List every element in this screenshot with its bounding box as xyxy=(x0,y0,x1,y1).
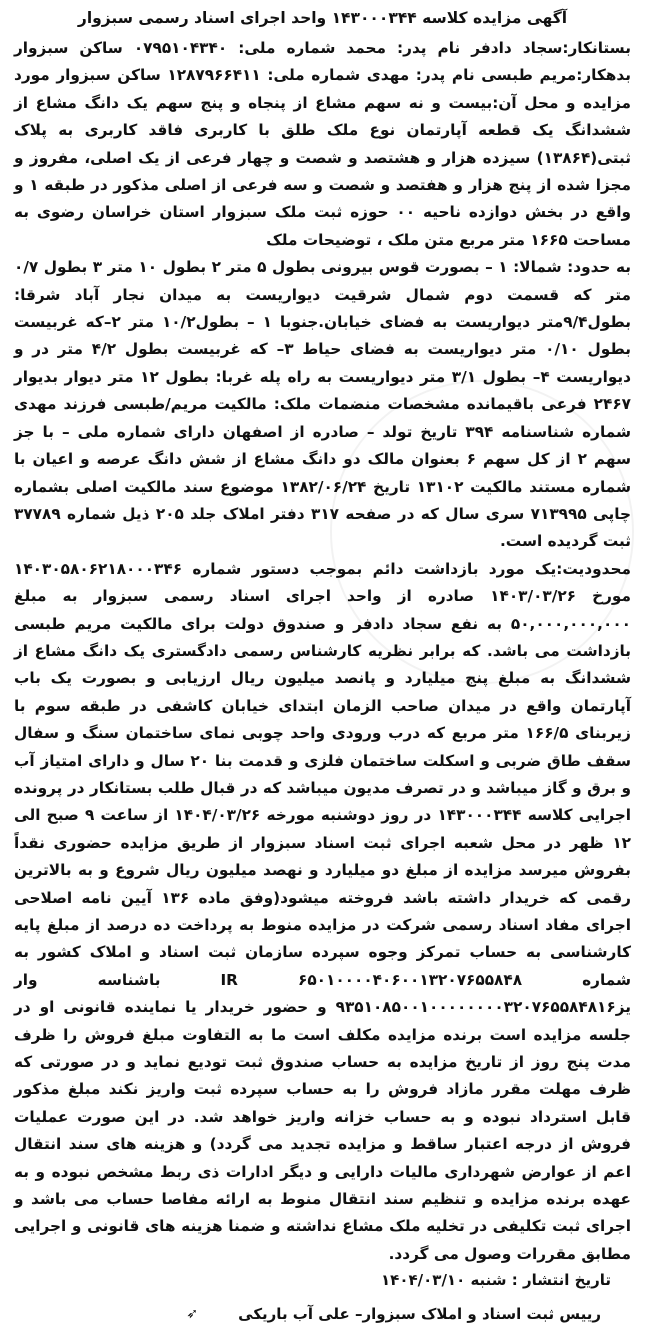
signature: رییس ثبت اسناد و املاک سبزوار– علی آب باریکی xyxy=(238,1305,601,1324)
publish-date: تاریخ انتشار : شنبه ۱۴۰۴/۰۳/۱۰ xyxy=(381,1271,611,1290)
paragraph-parties-and-property: بستانکار:سجاد دادفر نام پدر: محمد شماره ملی: ۰۷۹۵۱۰۴۳۴۰ ساکن سبزوار بدهکار:مریم طبسی نام پدر: مهدی شماره ملی: ۱۲۸۷۹۶۶۴۱۱ ساکن سبزوار مورد مزایده و محل آن:بیست و نه سهم مشاع از پنجاه و پنج سهم یک دانگ مشاع از ششدانگ یک قطعه آپارتمان نوع ملک طلق با کاربری فاقد کاربری به پلاک ثبتی(۱۳۸۶۴) سیزده هزار و هشتصد و شصت و چهار فرعی از یک اصلی، مفروز و مجزا شده از پنج هزار و هفتصد و شصت و سه فرعی از اصلی مذکور در طبقه ۱ و واقع در بخش دوازده ناحیه ۰۰ حوزه ثبت ملک سبزوار استان خراسان رضوی به مساحت ۱۶۶۵ متر مربع متن ملک ، توضیحات ملک xyxy=(14,39,631,249)
notice-title: آگهی مزایده کلاسه ۱۴۳۰۰۰۳۴۴ واحد اجرای اسناد رسمی سبزوار xyxy=(77,9,568,27)
pointer-icon: ➶ xyxy=(186,1306,199,1323)
paragraph-restrictions-and-auction: محدودیت:یک مورد بازداشت دائم بموجب دستور شماره ۱۴۰۳۰۵۸۰۶۲۱۸۰۰۰۳۴۶ مورخ ۱۴۰۳/۰۳/۲۶ صادره از واحد اجرای اسناد رسمی سبزوار به مبلغ ۵۰,۰۰۰,۰۰۰,۰۰۰ به نفع سجاد دادفر و صندوق دولت برای مالکیت مریم طبسی بازداشت می باشد. که برابر نظریه کارشناس رسمی دادگستری یک دانگ مشاع از ششدانگ به مبلغ پنج میلیارد و پانصد میلیون ریال ارزیابی و بصورت یک باب آپارتمان واقع در میدان صاحب الزمان ابتدای خیابان کاشفی در طبقه سوم با زیربنای ۱۶۶/۵ متر مربع که درب ورودی واحد چوبی نمای ساختمان سنگ و سفال سقف طاق ضربی و اسکلت ساختمان فلزی و قدمت بنا ۲۰ سال و دارای امتیاز آب و برق و گاز میباشد و در تصرف مدیون میباشد که در قبال طلب بستانکار در پرونده اجرایی کلاسه ۱۴۳۰۰۰۳۴۴ در روز دوشنبه مورخه ۱۴۰۴/۰۳/۲۶ از ساعت ۹ صبح الی ۱۲ ظهر در محل شعبه اجرای ثبت اسناد سبزوار از طریق مزایده حضوری نقداً بفروش میرسد مزایده از مبلغ دو میلیارد و نهصد میلیون ریال شروع و به بالاترین رقمی که خریدار داشته باشد فروخته میشود(وفق ماده ۱۳۶ آیین نامه اصلاحی اجرای مفاد اسناد رسمی شرکت در مزایده منوط به پرداخت ده درصد از مبلغ پایه کارشناسی به حساب تمرکز وجوه سپرده سازمان ثبت اسناد و املاک کشور به شماره IR ۶۵۰۱۰۰۰۰۴۰۶۰۰۱۳۲۰۷۶۵۵۸۴۸ باشناسه وار یز۹۳۵۱۰۸۵۰۰۱۰۰۰۰۰۰۰۰۳۲۰۷۶۵۵۸۴۸۱۶ و حضور خریدار یا نماینده قانونی او در جلسه مزایده است برنده مزایده مکلف است ما به التفاوت مبلغ فروش را ظرف مدت پنج روز از تاریخ مزایده به حساب صندوق ثبت توديع نمايد و در صورتی که ظرف مهلت مقرر مازاد فروش را به حساب سپرده ثبت واریز نکند مبلغ مذکور قابل استرداد نبوده و به حساب خزانه واریز خواهد شد. در این صورت عملیات فروش از درجه اعتبار ساقط و مزایده تجدید می گردد) و هزینه های سند انتقال اعم از عوارض شهرداری مالیات دارایی و دیگر ادارات ذی ربط مشخص نبوده و به عهده برنده مزایده و تنظیم سند انتقال منوط به ارائه مفاصا حساب می باشد و اجرای ثبت تکلیفی در تخلیه ملک مشاع نداشته و ضمنا هزینه های قانونی و اجرایی مطابق مقررات وصول می گردد. xyxy=(14,559,631,1263)
paragraph-boundaries: به حدود: شمالا: ۱ – بصورت قوس بیرونی بطول ۵ متر ۲ بطول ۱۰ متر ۳ بطول ۰/۷ متر که قسمت دوم شمال شرقیت دیواریست به میدان نجار آباد شرقا: بطول۹/۴متر دیواریست به فضای خیابان.جنوبا ۱ – بطول۱۰/۲ متر ۲–که غربیست بطول ۰/۱۰ متر دیواریست به فضای حیاط ۳– که غربیست بطول ۴/۲ متر در و دیواریست ۴– بطول ۳/۱ متر دیواریست به راه پله غربا: بطول ۱۲ متر دیوار بدیوار ۲۴۶۷ فرعی باقیمانده مشخصات منضمات ملک: مالکیت مریم/طبسی فرزند مهدی شماره شناسنامه ۳۹۴ تاریخ تولد – صادره از اصفهان دارای شماره ملی – با جز سهم ۲ از کل سهم ۶ بعنوان مالک دو دانگ مشاع از شش دانگ عرصه و اعیان با شماره مستند مالکیت ۱۳۱۰۲ تاریخ ۱۳۸۲/۰۶/۲۴ موضوع سند مالکیت اصلی بشماره چاپی ۷۱۳۹۹۵ سری سال که در صفحه ۳۱۷ دفتر املاک جلد ۲۰۵ ذیل شماره ۳۷۷۸۹ ثبت گردیده است. xyxy=(14,258,632,551)
footer xyxy=(14,1302,631,1326)
